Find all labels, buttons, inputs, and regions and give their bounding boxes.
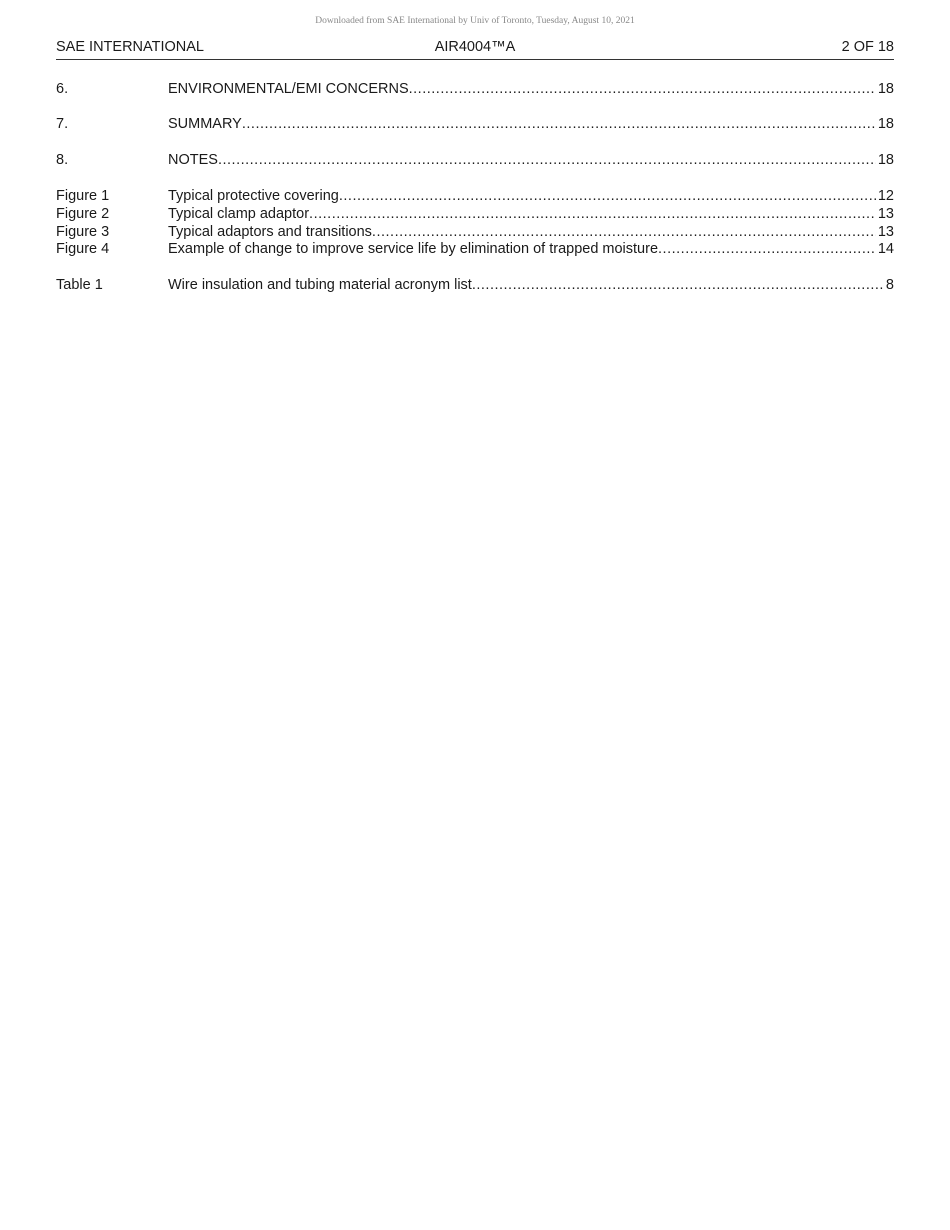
toc-entry-number: Figure 1 [56,188,110,204]
toc-entry-page: 13 [877,206,894,222]
download-watermark: Downloaded from SAE International by Univ of Toronto, Tuesday, August 10, 2021 [315,16,635,26]
dot-leader [658,240,876,258]
toc-entry-number: 8. [56,152,69,168]
toc-entry-title: Example of change to improve service life by elimination of trapped moisture [168,241,659,257]
toc-entry-title: Typical adaptors and transitions [168,224,372,240]
toc-entry[interactable] [56,205,894,223]
toc-entry-number: Figure 2 [56,206,110,222]
toc-entry[interactable] [56,276,894,294]
toc-entry-title: Wire insulation and tubing material acronym list [168,277,472,293]
page-header [56,39,894,60]
toc-entry[interactable] [56,115,894,133]
toc-entry-page: 12 [877,188,894,204]
dot-leader [242,115,876,133]
toc-entry-number: 7. [56,116,69,132]
dot-leader [472,276,884,294]
toc-entry[interactable] [56,187,894,205]
toc-entry-number: Figure 3 [56,224,110,240]
dot-leader [218,151,876,169]
toc-entry-title: Typical clamp adaptor [168,206,310,222]
header-page-number: 2 OF 18 [841,39,894,55]
toc-entry-title: Typical protective covering [168,188,339,204]
toc-entry-number: 6. [56,81,69,97]
dot-leader [309,205,876,223]
toc-entry-page: 14 [877,241,894,257]
toc-entry[interactable] [56,240,894,258]
toc-entry-title: NOTES [168,152,218,168]
toc-entry-title: ENVIRONMENTAL/EMI CONCERNS [168,81,409,97]
toc-entry-title: SUMMARY [168,116,242,132]
toc-entry-page: 18 [877,81,894,97]
dot-leader [409,80,876,98]
dot-leader [372,223,876,241]
header-doc-id: AIR4004™A [434,39,516,55]
toc-entry[interactable] [56,223,894,241]
toc-entry-page: 18 [877,152,894,168]
toc-entry-page: 18 [877,116,894,132]
toc-entry-page: 13 [877,224,894,240]
dot-leader [339,187,876,205]
toc-entry-page: 8 [885,277,894,293]
toc-entry-number: Figure 4 [56,241,110,257]
toc-entry[interactable] [56,151,894,169]
toc-entry[interactable] [56,80,894,98]
toc-entry-number: Table 1 [56,277,103,293]
header-org: SAE INTERNATIONAL [56,39,204,55]
